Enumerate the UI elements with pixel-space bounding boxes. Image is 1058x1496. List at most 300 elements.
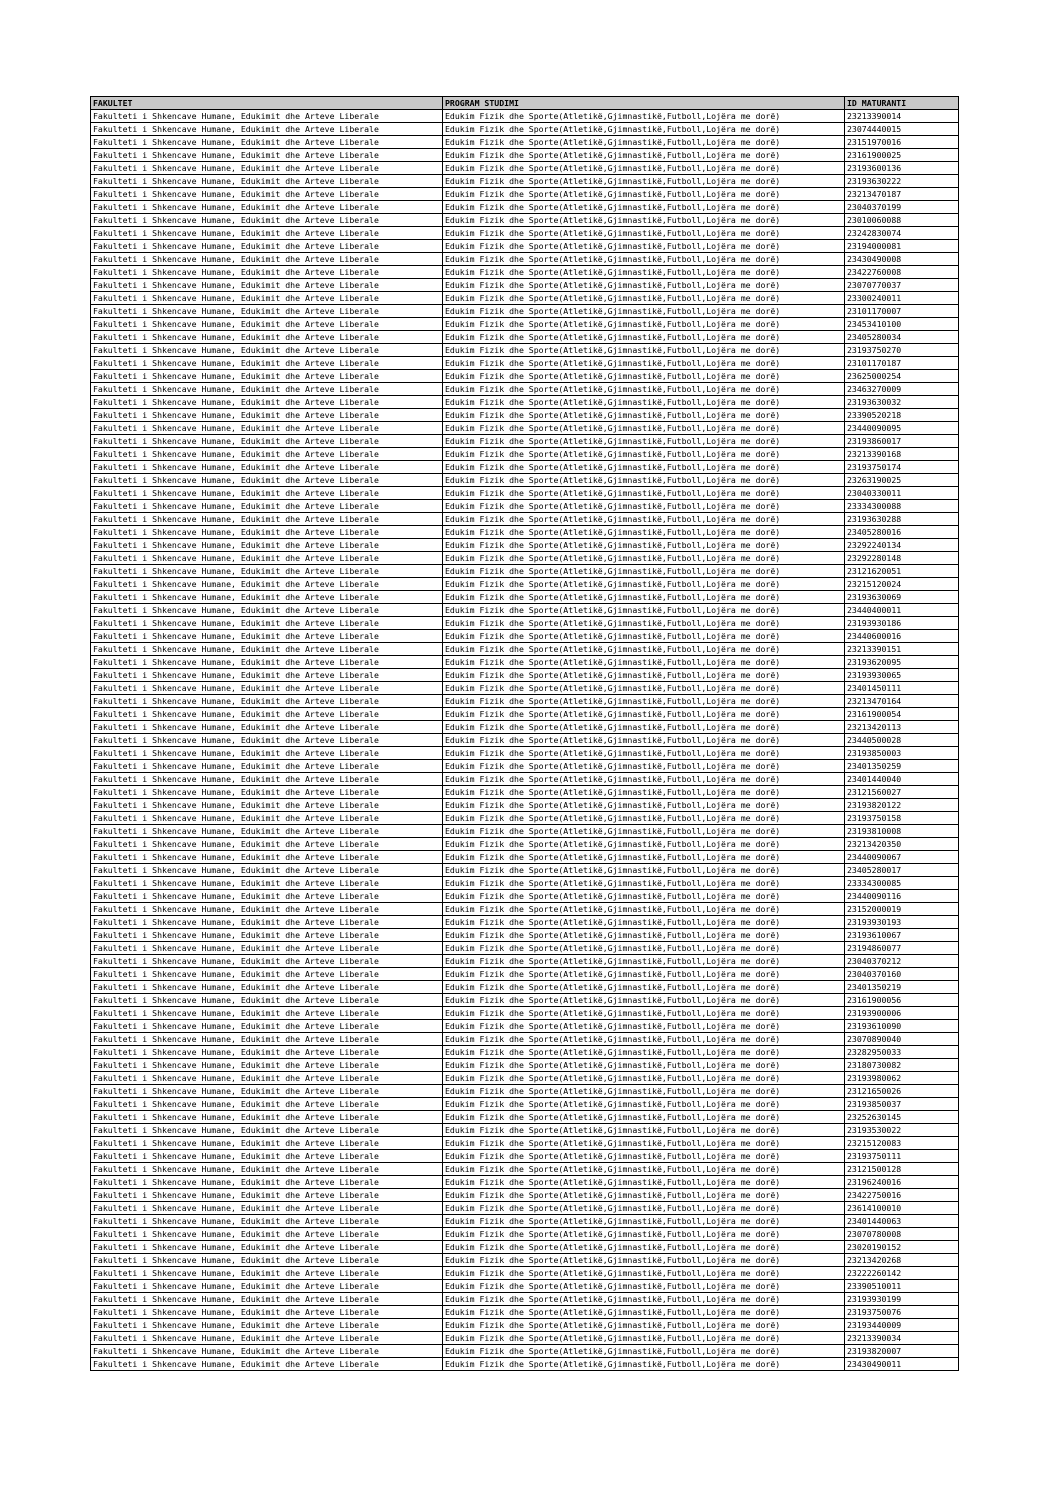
table-row bbox=[91, 214, 959, 227]
id-cell: 23193930199 bbox=[845, 1293, 959, 1306]
faculty-cell: Fakulteti i Shkencave Humane, Edukimit dhe Arteve Liberale bbox=[91, 1280, 443, 1293]
program-cell: Edukim Fizik dhe Sporte(Atletikë,Gjimnastikë,Futboll,Lojëra me dorë) bbox=[443, 1228, 845, 1241]
id-cell: 23334300088 bbox=[845, 500, 959, 513]
table-row bbox=[91, 1280, 959, 1293]
program-cell: Edukim Fizik dhe Sporte(Atletikë,Gjimnastikë,Futboll,Lojëra me dorë) bbox=[443, 591, 845, 604]
table-row bbox=[91, 1150, 959, 1163]
table-row bbox=[91, 916, 959, 929]
id-cell: 23152000019 bbox=[845, 903, 959, 916]
id-cell: 23193750174 bbox=[845, 461, 959, 474]
faculty-cell: Fakulteti i Shkencave Humane, Edukimit dhe Arteve Liberale bbox=[91, 292, 443, 305]
table-body bbox=[91, 110, 959, 1371]
faculty-cell: Fakulteti i Shkencave Humane, Edukimit dhe Arteve Liberale bbox=[91, 500, 443, 513]
id-cell: 23222260142 bbox=[845, 1267, 959, 1280]
program-cell: Edukim Fizik dhe Sporte(Atletikë,Gjimnastikë,Futboll,Lojëra me dorë) bbox=[443, 201, 845, 214]
faculty-cell: Fakulteti i Shkencave Humane, Edukimit dhe Arteve Liberale bbox=[91, 747, 443, 760]
id-cell: 23193820007 bbox=[845, 1345, 959, 1358]
program-cell: Edukim Fizik dhe Sporte(Atletikë,Gjimnastikë,Futboll,Lojëra me dorë) bbox=[443, 1124, 845, 1137]
faculty-cell: Fakulteti i Shkencave Humane, Edukimit dhe Arteve Liberale bbox=[91, 864, 443, 877]
id-cell: 23121650026 bbox=[845, 1085, 959, 1098]
program-cell: Edukim Fizik dhe Sporte(Atletikë,Gjimnastikë,Futboll,Lojëra me dorë) bbox=[443, 1280, 845, 1293]
id-cell: 23040370160 bbox=[845, 968, 959, 981]
faculty-cell: Fakulteti i Shkencave Humane, Edukimit dhe Arteve Liberale bbox=[91, 318, 443, 331]
program-cell: Edukim Fizik dhe Sporte(Atletikë,Gjimnastikë,Futboll,Lojëra me dorë) bbox=[443, 123, 845, 136]
id-cell: 23625000254 bbox=[845, 370, 959, 383]
program-cell: Edukim Fizik dhe Sporte(Atletikë,Gjimnastikë,Futboll,Lojëra me dorë) bbox=[443, 1176, 845, 1189]
id-cell: 23193610067 bbox=[845, 929, 959, 942]
faculty-cell: Fakulteti i Shkencave Humane, Edukimit dhe Arteve Liberale bbox=[91, 838, 443, 851]
program-cell: Edukim Fizik dhe Sporte(Atletikë,Gjimnastikë,Futboll,Lojëra me dorë) bbox=[443, 825, 845, 838]
id-cell: 23193850037 bbox=[845, 1098, 959, 1111]
faculty-cell: Fakulteti i Shkencave Humane, Edukimit dhe Arteve Liberale bbox=[91, 903, 443, 916]
faculty-cell: Fakulteti i Shkencave Humane, Edukimit dhe Arteve Liberale bbox=[91, 786, 443, 799]
program-cell: Edukim Fizik dhe Sporte(Atletikë,Gjimnastikë,Futboll,Lojëra me dorë) bbox=[443, 409, 845, 422]
table-row bbox=[91, 760, 959, 773]
header-id: ID MATURANTI bbox=[845, 97, 959, 110]
faculty-cell: Fakulteti i Shkencave Humane, Edukimit dhe Arteve Liberale bbox=[91, 1046, 443, 1059]
id-cell: 23196240016 bbox=[845, 1176, 959, 1189]
table-row bbox=[91, 1046, 959, 1059]
table-row bbox=[91, 799, 959, 812]
program-cell: Edukim Fizik dhe Sporte(Atletikë,Gjimnastikë,Futboll,Lojëra me dorë) bbox=[443, 1189, 845, 1202]
program-cell: Edukim Fizik dhe Sporte(Atletikë,Gjimnastikë,Futboll,Lojëra me dorë) bbox=[443, 903, 845, 916]
id-cell: 23440600016 bbox=[845, 630, 959, 643]
table-row bbox=[91, 1202, 959, 1215]
program-cell: Edukim Fizik dhe Sporte(Atletikë,Gjimnastikë,Futboll,Lojëra me dorë) bbox=[443, 110, 845, 123]
program-cell: Edukim Fizik dhe Sporte(Atletikë,Gjimnastikë,Futboll,Lojëra me dorë) bbox=[443, 305, 845, 318]
id-cell: 23193750270 bbox=[845, 344, 959, 357]
table-row bbox=[91, 1215, 959, 1228]
id-cell: 23390510011 bbox=[845, 1280, 959, 1293]
id-cell: 23292280148 bbox=[845, 552, 959, 565]
faculty-cell: Fakulteti i Shkencave Humane, Edukimit dhe Arteve Liberale bbox=[91, 994, 443, 1007]
program-cell: Edukim Fizik dhe Sporte(Atletikë,Gjimnastikë,Futboll,Lojëra me dorë) bbox=[443, 357, 845, 370]
table-row bbox=[91, 279, 959, 292]
id-cell: 23463270009 bbox=[845, 383, 959, 396]
table-row bbox=[91, 786, 959, 799]
program-cell: Edukim Fizik dhe Sporte(Atletikë,Gjimnastikë,Futboll,Lojëra me dorë) bbox=[443, 162, 845, 175]
faculty-cell: Fakulteti i Shkencave Humane, Edukimit dhe Arteve Liberale bbox=[91, 214, 443, 227]
table-row bbox=[91, 630, 959, 643]
id-cell: 23213470164 bbox=[845, 695, 959, 708]
faculty-cell: Fakulteti i Shkencave Humane, Edukimit dhe Arteve Liberale bbox=[91, 1124, 443, 1137]
id-cell: 23151970016 bbox=[845, 136, 959, 149]
id-cell: 23440090067 bbox=[845, 851, 959, 864]
program-cell: Edukim Fizik dhe Sporte(Atletikë,Gjimnastikë,Futboll,Lojëra me dorë) bbox=[443, 565, 845, 578]
id-cell: 23390520218 bbox=[845, 409, 959, 422]
table-row bbox=[91, 851, 959, 864]
faculty-cell: Fakulteti i Shkencave Humane, Edukimit dhe Arteve Liberale bbox=[91, 1007, 443, 1020]
id-cell: 23614100010 bbox=[845, 1202, 959, 1215]
table-row bbox=[91, 942, 959, 955]
table-row bbox=[91, 1241, 959, 1254]
table-row bbox=[91, 1319, 959, 1332]
program-cell: Edukim Fizik dhe Sporte(Atletikë,Gjimnastikë,Futboll,Lojëra me dorë) bbox=[443, 838, 845, 851]
table-row bbox=[91, 656, 959, 669]
table-row bbox=[91, 578, 959, 591]
table-row bbox=[91, 487, 959, 500]
faculty-cell: Fakulteti i Shkencave Humane, Edukimit dhe Arteve Liberale bbox=[91, 253, 443, 266]
id-cell: 23405280034 bbox=[845, 331, 959, 344]
id-cell: 23193850003 bbox=[845, 747, 959, 760]
table-row bbox=[91, 929, 959, 942]
id-cell: 23193980062 bbox=[845, 1072, 959, 1085]
table-row bbox=[91, 331, 959, 344]
id-cell: 23401440040 bbox=[845, 773, 959, 786]
faculty-cell: Fakulteti i Shkencave Humane, Edukimit dhe Arteve Liberale bbox=[91, 591, 443, 604]
table-row bbox=[91, 162, 959, 175]
program-cell: Edukim Fizik dhe Sporte(Atletikë,Gjimnastikë,Futboll,Lojëra me dorë) bbox=[443, 266, 845, 279]
faculty-cell: Fakulteti i Shkencave Humane, Edukimit dhe Arteve Liberale bbox=[91, 305, 443, 318]
program-cell: Edukim Fizik dhe Sporte(Atletikë,Gjimnastikë,Futboll,Lojëra me dorë) bbox=[443, 1150, 845, 1163]
table-row bbox=[91, 1059, 959, 1072]
faculty-cell: Fakulteti i Shkencave Humane, Edukimit dhe Arteve Liberale bbox=[91, 695, 443, 708]
program-cell: Edukim Fizik dhe Sporte(Atletikë,Gjimnastikë,Futboll,Lojëra me dorë) bbox=[443, 708, 845, 721]
table-row bbox=[91, 292, 959, 305]
faculty-cell: Fakulteti i Shkencave Humane, Edukimit dhe Arteve Liberale bbox=[91, 136, 443, 149]
faculty-cell: Fakulteti i Shkencave Humane, Edukimit dhe Arteve Liberale bbox=[91, 422, 443, 435]
faculty-cell: Fakulteti i Shkencave Humane, Edukimit dhe Arteve Liberale bbox=[91, 448, 443, 461]
id-cell: 23334300085 bbox=[845, 877, 959, 890]
id-cell: 23440500028 bbox=[845, 734, 959, 747]
faculty-cell: Fakulteti i Shkencave Humane, Edukimit dhe Arteve Liberale bbox=[91, 851, 443, 864]
program-cell: Edukim Fizik dhe Sporte(Atletikë,Gjimnastikë,Futboll,Lojëra me dorë) bbox=[443, 227, 845, 240]
faculty-cell: Fakulteti i Shkencave Humane, Edukimit dhe Arteve Liberale bbox=[91, 955, 443, 968]
faculty-cell: Fakulteti i Shkencave Humane, Edukimit dhe Arteve Liberale bbox=[91, 760, 443, 773]
program-cell: Edukim Fizik dhe Sporte(Atletikë,Gjimnastikë,Futboll,Lojëra me dorë) bbox=[443, 370, 845, 383]
id-cell: 23215120024 bbox=[845, 578, 959, 591]
id-cell: 23074440015 bbox=[845, 123, 959, 136]
id-cell: 23213420268 bbox=[845, 1254, 959, 1267]
faculty-cell: Fakulteti i Shkencave Humane, Edukimit dhe Arteve Liberale bbox=[91, 1111, 443, 1124]
faculty-cell: Fakulteti i Shkencave Humane, Edukimit dhe Arteve Liberale bbox=[91, 968, 443, 981]
id-cell: 23101170187 bbox=[845, 357, 959, 370]
table-row bbox=[91, 968, 959, 981]
program-cell: Edukim Fizik dhe Sporte(Atletikë,Gjimnastikë,Futboll,Lojëra me dorë) bbox=[443, 1137, 845, 1150]
program-cell: Edukim Fizik dhe Sporte(Atletikë,Gjimnastikë,Futboll,Lojëra me dorë) bbox=[443, 279, 845, 292]
faculty-cell: Fakulteti i Shkencave Humane, Edukimit dhe Arteve Liberale bbox=[91, 149, 443, 162]
program-cell: Edukim Fizik dhe Sporte(Atletikë,Gjimnastikë,Futboll,Lojëra me dorë) bbox=[443, 149, 845, 162]
faculty-cell: Fakulteti i Shkencave Humane, Edukimit dhe Arteve Liberale bbox=[91, 513, 443, 526]
table-row bbox=[91, 708, 959, 721]
table-row bbox=[91, 1085, 959, 1098]
id-cell: 23121500128 bbox=[845, 1163, 959, 1176]
table-row bbox=[91, 110, 959, 123]
id-cell: 23213470187 bbox=[845, 188, 959, 201]
table-row bbox=[91, 1358, 959, 1371]
table-row bbox=[91, 435, 959, 448]
program-cell: Edukim Fizik dhe Sporte(Atletikë,Gjimnastikë,Futboll,Lojëra me dorë) bbox=[443, 682, 845, 695]
id-cell: 23193750158 bbox=[845, 812, 959, 825]
id-cell: 23242830074 bbox=[845, 227, 959, 240]
faculty-cell: Fakulteti i Shkencave Humane, Edukimit dhe Arteve Liberale bbox=[91, 1319, 443, 1332]
id-cell: 23440090116 bbox=[845, 890, 959, 903]
faculty-cell: Fakulteti i Shkencave Humane, Edukimit dhe Arteve Liberale bbox=[91, 1189, 443, 1202]
table-row bbox=[91, 253, 959, 266]
faculty-cell: Fakulteti i Shkencave Humane, Edukimit dhe Arteve Liberale bbox=[91, 1202, 443, 1215]
table-row bbox=[91, 383, 959, 396]
faculty-cell: Fakulteti i Shkencave Humane, Edukimit dhe Arteve Liberale bbox=[91, 877, 443, 890]
faculty-cell: Fakulteti i Shkencave Humane, Edukimit dhe Arteve Liberale bbox=[91, 344, 443, 357]
table-row bbox=[91, 539, 959, 552]
table-row bbox=[91, 1293, 959, 1306]
program-cell: Edukim Fizik dhe Sporte(Atletikë,Gjimnastikë,Futboll,Lojëra me dorë) bbox=[443, 1111, 845, 1124]
program-cell: Edukim Fizik dhe Sporte(Atletikë,Gjimnastikë,Futboll,Lojëra me dorë) bbox=[443, 422, 845, 435]
id-cell: 23194000081 bbox=[845, 240, 959, 253]
table-row bbox=[91, 994, 959, 1007]
program-cell: Edukim Fizik dhe Sporte(Atletikë,Gjimnastikë,Futboll,Lojëra me dorë) bbox=[443, 1267, 845, 1280]
table-row bbox=[91, 1137, 959, 1150]
program-cell: Edukim Fizik dhe Sporte(Atletikë,Gjimnastikë,Futboll,Lojëra me dorë) bbox=[443, 1046, 845, 1059]
table-row bbox=[91, 136, 959, 149]
table-row bbox=[91, 266, 959, 279]
faculty-cell: Fakulteti i Shkencave Humane, Edukimit dhe Arteve Liberale bbox=[91, 461, 443, 474]
faculty-cell: Fakulteti i Shkencave Humane, Edukimit dhe Arteve Liberale bbox=[91, 708, 443, 721]
table-row bbox=[91, 175, 959, 188]
faculty-cell: Fakulteti i Shkencave Humane, Edukimit dhe Arteve Liberale bbox=[91, 942, 443, 955]
program-cell: Edukim Fizik dhe Sporte(Atletikë,Gjimnastikë,Futboll,Lojëra me dorë) bbox=[443, 292, 845, 305]
table-row bbox=[91, 513, 959, 526]
table-row bbox=[91, 773, 959, 786]
table-row bbox=[91, 318, 959, 331]
table-row bbox=[91, 955, 959, 968]
table-row bbox=[91, 552, 959, 565]
table-row bbox=[91, 149, 959, 162]
faculty-cell: Fakulteti i Shkencave Humane, Edukimit dhe Arteve Liberale bbox=[91, 188, 443, 201]
id-cell: 23121560027 bbox=[845, 786, 959, 799]
program-cell: Edukim Fizik dhe Sporte(Atletikë,Gjimnastikë,Futboll,Lojëra me dorë) bbox=[443, 552, 845, 565]
id-cell: 23161900056 bbox=[845, 994, 959, 1007]
id-cell: 23040330011 bbox=[845, 487, 959, 500]
faculty-cell: Fakulteti i Shkencave Humane, Edukimit dhe Arteve Liberale bbox=[91, 279, 443, 292]
faculty-cell: Fakulteti i Shkencave Humane, Edukimit dhe Arteve Liberale bbox=[91, 357, 443, 370]
program-cell: Edukim Fizik dhe Sporte(Atletikë,Gjimnastikë,Futboll,Lojëra me dorë) bbox=[443, 1254, 845, 1267]
program-cell: Edukim Fizik dhe Sporte(Atletikë,Gjimnastikë,Futboll,Lojëra me dorë) bbox=[443, 981, 845, 994]
faculty-cell: Fakulteti i Shkencave Humane, Edukimit dhe Arteve Liberale bbox=[91, 435, 443, 448]
id-cell: 23193440009 bbox=[845, 1319, 959, 1332]
faculty-cell: Fakulteti i Shkencave Humane, Edukimit dhe Arteve Liberale bbox=[91, 1345, 443, 1358]
table-row bbox=[91, 1228, 959, 1241]
id-cell: 23193630288 bbox=[845, 513, 959, 526]
faculty-cell: Fakulteti i Shkencave Humane, Edukimit dhe Arteve Liberale bbox=[91, 383, 443, 396]
id-cell: 23193750076 bbox=[845, 1306, 959, 1319]
faculty-cell: Fakulteti i Shkencave Humane, Edukimit dhe Arteve Liberale bbox=[91, 604, 443, 617]
id-cell: 23193530022 bbox=[845, 1124, 959, 1137]
faculty-cell: Fakulteti i Shkencave Humane, Edukimit dhe Arteve Liberale bbox=[91, 1137, 443, 1150]
id-cell: 23193630222 bbox=[845, 175, 959, 188]
id-cell: 23215120083 bbox=[845, 1137, 959, 1150]
program-cell: Edukim Fizik dhe Sporte(Atletikë,Gjimnastikë,Futboll,Lojëra me dorë) bbox=[443, 955, 845, 968]
faculty-cell: Fakulteti i Shkencave Humane, Edukimit dhe Arteve Liberale bbox=[91, 890, 443, 903]
faculty-cell: Fakulteti i Shkencave Humane, Edukimit dhe Arteve Liberale bbox=[91, 1215, 443, 1228]
program-cell: Edukim Fizik dhe Sporte(Atletikë,Gjimnastikë,Futboll,Lojëra me dorë) bbox=[443, 539, 845, 552]
faculty-cell: Fakulteti i Shkencave Humane, Edukimit dhe Arteve Liberale bbox=[91, 682, 443, 695]
table-row bbox=[91, 422, 959, 435]
table-row bbox=[91, 1007, 959, 1020]
id-cell: 23422760008 bbox=[845, 266, 959, 279]
program-cell: Edukim Fizik dhe Sporte(Atletikë,Gjimnastikë,Futboll,Lojëra me dorë) bbox=[443, 331, 845, 344]
id-cell: 23193930065 bbox=[845, 669, 959, 682]
table-row bbox=[91, 409, 959, 422]
id-cell: 23070780008 bbox=[845, 1228, 959, 1241]
table-row bbox=[91, 188, 959, 201]
faculty-cell: Fakulteti i Shkencave Humane, Edukimit dhe Arteve Liberale bbox=[91, 175, 443, 188]
faculty-cell: Fakulteti i Shkencave Humane, Edukimit dhe Arteve Liberale bbox=[91, 1098, 443, 1111]
table-row bbox=[91, 1111, 959, 1124]
table-row bbox=[91, 747, 959, 760]
id-cell: 23193820122 bbox=[845, 799, 959, 812]
table-row bbox=[91, 201, 959, 214]
table-row bbox=[91, 1176, 959, 1189]
id-cell: 23161900054 bbox=[845, 708, 959, 721]
id-cell: 23213390014 bbox=[845, 110, 959, 123]
program-cell: Edukim Fizik dhe Sporte(Atletikë,Gjimnastikë,Futboll,Lojëra me dorë) bbox=[443, 799, 845, 812]
id-cell: 23213390151 bbox=[845, 643, 959, 656]
table-row bbox=[91, 1072, 959, 1085]
program-cell: Edukim Fizik dhe Sporte(Atletikë,Gjimnastikë,Futboll,Lojëra me dorë) bbox=[443, 1358, 845, 1371]
faculty-cell: Fakulteti i Shkencave Humane, Edukimit dhe Arteve Liberale bbox=[91, 734, 443, 747]
faculty-cell: Fakulteti i Shkencave Humane, Edukimit dhe Arteve Liberale bbox=[91, 721, 443, 734]
program-cell: Edukim Fizik dhe Sporte(Atletikë,Gjimnastikë,Futboll,Lojëra me dorë) bbox=[443, 344, 845, 357]
program-cell: Edukim Fizik dhe Sporte(Atletikë,Gjimnastikë,Futboll,Lojëra me dorë) bbox=[443, 1033, 845, 1046]
program-cell: Edukim Fizik dhe Sporte(Atletikë,Gjimnastikë,Futboll,Lojëra me dorë) bbox=[443, 786, 845, 799]
faculty-cell: Fakulteti i Shkencave Humane, Edukimit dhe Arteve Liberale bbox=[91, 1228, 443, 1241]
table-row bbox=[91, 604, 959, 617]
program-cell: Edukim Fizik dhe Sporte(Atletikë,Gjimnastikë,Futboll,Lojëra me dorë) bbox=[443, 1306, 845, 1319]
program-cell: Edukim Fizik dhe Sporte(Atletikë,Gjimnastikë,Futboll,Lojëra me dorë) bbox=[443, 1319, 845, 1332]
id-cell: 23430490011 bbox=[845, 1358, 959, 1371]
id-cell: 23263190025 bbox=[845, 474, 959, 487]
faculty-cell: Fakulteti i Shkencave Humane, Edukimit dhe Arteve Liberale bbox=[91, 409, 443, 422]
program-cell: Edukim Fizik dhe Sporte(Atletikë,Gjimnastikë,Futboll,Lojëra me dorë) bbox=[443, 253, 845, 266]
faculty-cell: Fakulteti i Shkencave Humane, Edukimit dhe Arteve Liberale bbox=[91, 487, 443, 500]
program-cell: Edukim Fizik dhe Sporte(Atletikë,Gjimnastikë,Futboll,Lojëra me dorë) bbox=[443, 578, 845, 591]
table-row bbox=[91, 864, 959, 877]
program-cell: Edukim Fizik dhe Sporte(Atletikë,Gjimnastikë,Futboll,Lojëra me dorë) bbox=[443, 916, 845, 929]
table-row bbox=[91, 1345, 959, 1358]
faculty-cell: Fakulteti i Shkencave Humane, Edukimit dhe Arteve Liberale bbox=[91, 1293, 443, 1306]
faculty-cell: Fakulteti i Shkencave Humane, Edukimit dhe Arteve Liberale bbox=[91, 773, 443, 786]
id-cell: 23070890040 bbox=[845, 1033, 959, 1046]
id-cell: 23193600136 bbox=[845, 162, 959, 175]
faculty-cell: Fakulteti i Shkencave Humane, Edukimit dhe Arteve Liberale bbox=[91, 916, 443, 929]
faculty-cell: Fakulteti i Shkencave Humane, Edukimit dhe Arteve Liberale bbox=[91, 526, 443, 539]
table-row bbox=[91, 240, 959, 253]
table-row bbox=[91, 227, 959, 240]
program-cell: Edukim Fizik dhe Sporte(Atletikë,Gjimnastikë,Futboll,Lojëra me dorë) bbox=[443, 214, 845, 227]
table-row bbox=[91, 838, 959, 851]
id-cell: 23213420350 bbox=[845, 838, 959, 851]
id-cell: 23161900025 bbox=[845, 149, 959, 162]
id-cell: 23401440063 bbox=[845, 1215, 959, 1228]
program-cell: Edukim Fizik dhe Sporte(Atletikë,Gjimnastikë,Futboll,Lojëra me dorë) bbox=[443, 526, 845, 539]
table-row bbox=[91, 448, 959, 461]
table-row bbox=[91, 1254, 959, 1267]
faculty-cell: Fakulteti i Shkencave Humane, Edukimit dhe Arteve Liberale bbox=[91, 201, 443, 214]
table-row bbox=[91, 565, 959, 578]
faculty-cell: Fakulteti i Shkencave Humane, Edukimit dhe Arteve Liberale bbox=[91, 552, 443, 565]
id-cell: 23010060088 bbox=[845, 214, 959, 227]
faculty-cell: Fakulteti i Shkencave Humane, Edukimit dhe Arteve Liberale bbox=[91, 1267, 443, 1280]
table-row bbox=[91, 1267, 959, 1280]
id-cell: 23282950033 bbox=[845, 1046, 959, 1059]
id-cell: 23193930193 bbox=[845, 916, 959, 929]
id-cell: 23194860077 bbox=[845, 942, 959, 955]
faculty-cell: Fakulteti i Shkencave Humane, Edukimit dhe Arteve Liberale bbox=[91, 1085, 443, 1098]
id-cell: 23405280017 bbox=[845, 864, 959, 877]
faculty-cell: Fakulteti i Shkencave Humane, Edukimit dhe Arteve Liberale bbox=[91, 929, 443, 942]
faculty-cell: Fakulteti i Shkencave Humane, Edukimit dhe Arteve Liberale bbox=[91, 1150, 443, 1163]
faculty-cell: Fakulteti i Shkencave Humane, Edukimit dhe Arteve Liberale bbox=[91, 266, 443, 279]
id-cell: 23193630032 bbox=[845, 396, 959, 409]
table-row bbox=[91, 591, 959, 604]
id-cell: 23440400011 bbox=[845, 604, 959, 617]
program-cell: Edukim Fizik dhe Sporte(Atletikë,Gjimnastikë,Futboll,Lojëra me dorë) bbox=[443, 383, 845, 396]
id-cell: 23300240011 bbox=[845, 292, 959, 305]
id-cell: 23422750016 bbox=[845, 1189, 959, 1202]
id-cell: 23070770037 bbox=[845, 279, 959, 292]
table-row bbox=[91, 1020, 959, 1033]
table-row bbox=[91, 721, 959, 734]
table-row bbox=[91, 526, 959, 539]
program-cell: Edukim Fizik dhe Sporte(Atletikë,Gjimnastikë,Futboll,Lojëra me dorë) bbox=[443, 1241, 845, 1254]
program-cell: Edukim Fizik dhe Sporte(Atletikë,Gjimnastikë,Futboll,Lojëra me dorë) bbox=[443, 669, 845, 682]
program-cell: Edukim Fizik dhe Sporte(Atletikë,Gjimnastikë,Futboll,Lojëra me dorë) bbox=[443, 747, 845, 760]
program-cell: Edukim Fizik dhe Sporte(Atletikë,Gjimnastikë,Futboll,Lojëra me dorë) bbox=[443, 1332, 845, 1345]
table-row bbox=[91, 396, 959, 409]
program-cell: Edukim Fizik dhe Sporte(Atletikë,Gjimnastikë,Futboll,Lojëra me dorë) bbox=[443, 474, 845, 487]
faculty-cell: Fakulteti i Shkencave Humane, Edukimit dhe Arteve Liberale bbox=[91, 617, 443, 630]
faculty-cell: Fakulteti i Shkencave Humane, Edukimit dhe Arteve Liberale bbox=[91, 1072, 443, 1085]
program-cell: Edukim Fizik dhe Sporte(Atletikë,Gjimnastikë,Futboll,Lojëra me dorë) bbox=[443, 396, 845, 409]
program-cell: Edukim Fizik dhe Sporte(Atletikë,Gjimnastikë,Futboll,Lojëra me dorë) bbox=[443, 1059, 845, 1072]
faculty-cell: Fakulteti i Shkencave Humane, Edukimit dhe Arteve Liberale bbox=[91, 799, 443, 812]
faculty-cell: Fakulteti i Shkencave Humane, Edukimit dhe Arteve Liberale bbox=[91, 825, 443, 838]
faculty-cell: Fakulteti i Shkencave Humane, Edukimit dhe Arteve Liberale bbox=[91, 162, 443, 175]
program-cell: Edukim Fizik dhe Sporte(Atletikë,Gjimnastikë,Futboll,Lojëra me dorë) bbox=[443, 630, 845, 643]
table-row bbox=[91, 734, 959, 747]
program-cell: Edukim Fizik dhe Sporte(Atletikë,Gjimnastikë,Futboll,Lojëra me dorë) bbox=[443, 435, 845, 448]
program-cell: Edukim Fizik dhe Sporte(Atletikë,Gjimnastikë,Futboll,Lojëra me dorë) bbox=[443, 695, 845, 708]
table-row bbox=[91, 1098, 959, 1111]
program-cell: Edukim Fizik dhe Sporte(Atletikë,Gjimnastikë,Futboll,Lojëra me dorë) bbox=[443, 1215, 845, 1228]
id-cell: 23193750111 bbox=[845, 1150, 959, 1163]
id-cell: 23213390168 bbox=[845, 448, 959, 461]
program-cell: Edukim Fizik dhe Sporte(Atletikë,Gjimnastikë,Futboll,Lojëra me dorë) bbox=[443, 864, 845, 877]
id-cell: 23252630145 bbox=[845, 1111, 959, 1124]
table-row bbox=[91, 1332, 959, 1345]
faculty-cell: Fakulteti i Shkencave Humane, Edukimit dhe Arteve Liberale bbox=[91, 630, 443, 643]
table-row bbox=[91, 1163, 959, 1176]
faculty-cell: Fakulteti i Shkencave Humane, Edukimit dhe Arteve Liberale bbox=[91, 669, 443, 682]
program-cell: Edukim Fizik dhe Sporte(Atletikë,Gjimnastikë,Futboll,Lojëra me dorë) bbox=[443, 513, 845, 526]
program-cell: Edukim Fizik dhe Sporte(Atletikë,Gjimnastikë,Futboll,Lojëra me dorë) bbox=[443, 136, 845, 149]
id-cell: 23453410100 bbox=[845, 318, 959, 331]
program-cell: Edukim Fizik dhe Sporte(Atletikë,Gjimnastikë,Futboll,Lojëra me dorë) bbox=[443, 617, 845, 630]
table-row bbox=[91, 474, 959, 487]
faculty-cell: Fakulteti i Shkencave Humane, Edukimit dhe Arteve Liberale bbox=[91, 1163, 443, 1176]
program-cell: Edukim Fizik dhe Sporte(Atletikë,Gjimnastikë,Futboll,Lojëra me dorë) bbox=[443, 175, 845, 188]
program-cell: Edukim Fizik dhe Sporte(Atletikë,Gjimnastikë,Futboll,Lojëra me dorë) bbox=[443, 448, 845, 461]
table-row bbox=[91, 123, 959, 136]
faculty-cell: Fakulteti i Shkencave Humane, Edukimit dhe Arteve Liberale bbox=[91, 474, 443, 487]
program-cell: Edukim Fizik dhe Sporte(Atletikë,Gjimnastikë,Futboll,Lojëra me dorë) bbox=[443, 1007, 845, 1020]
id-cell: 23405280016 bbox=[845, 526, 959, 539]
faculty-cell: Fakulteti i Shkencave Humane, Edukimit dhe Arteve Liberale bbox=[91, 1033, 443, 1046]
id-cell: 23292240134 bbox=[845, 539, 959, 552]
id-cell: 23401450111 bbox=[845, 682, 959, 695]
faculty-cell: Fakulteti i Shkencave Humane, Edukimit dhe Arteve Liberale bbox=[91, 565, 443, 578]
